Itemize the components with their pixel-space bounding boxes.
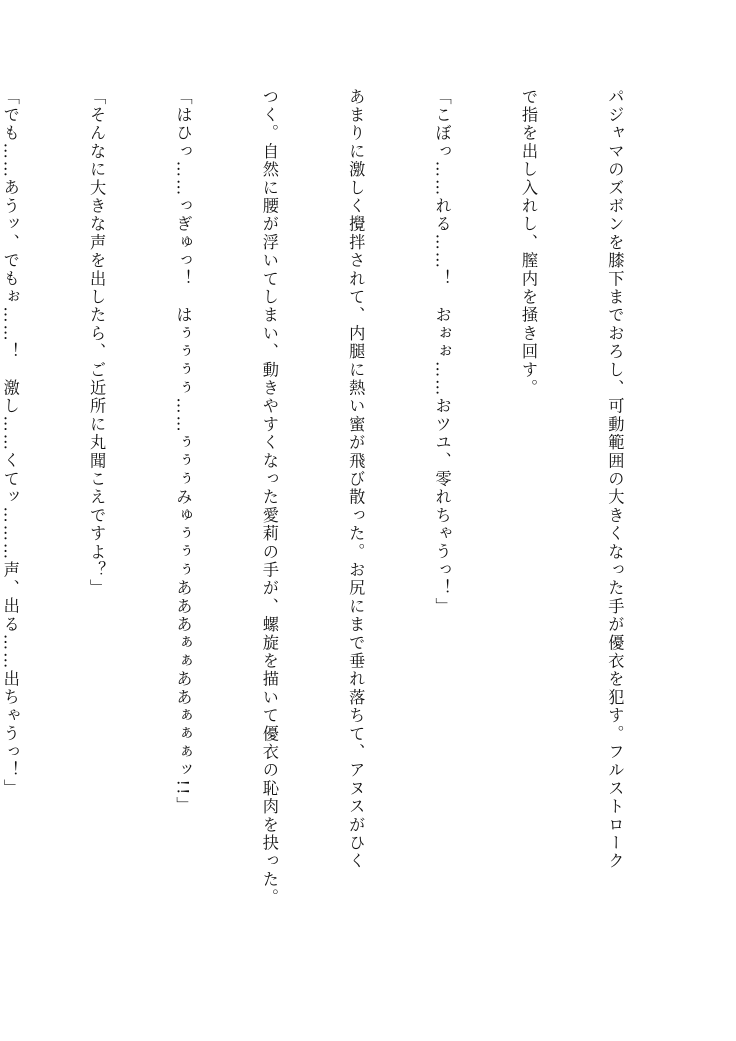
vertical-text-body — [0, 88, 686, 968]
text-line: 「そんなに大きな声を出したら、ご近所に丸聞こえですよ？」 — [87, 88, 107, 598]
text-line: 「こぼっ……れる……！ おぉぉ……おツユ、零れちゃうっ！」 — [432, 88, 452, 616]
text-line: 「でも……あうッ、でもぉ……！ 激し……くてッ………声、出る……出ちゃうっ！」 — [0, 88, 20, 798]
text-line: 「はひっ……っぎゅっ！ はぅぅぅぅ……ぅぅぅみゅぅぅぅあああぁぁああぁぁぁッ!!」 — [173, 88, 193, 815]
text-line: あまりに激しく攪拌されて、内腿に熱い蜜が飛び散った。お尻にまで垂れ落ちて、アヌスがひく — [346, 88, 366, 871]
text-line: パジャマのズボンを膝下までおろし、可動範囲の大きくなった手が優衣を犯す。フルストローク — [605, 88, 625, 871]
text-line: つく。自然に腰が浮いてしまい、動きやすくなった愛莉の手が、螺旋を描いて優衣の恥肉を抉った。 — [259, 88, 279, 907]
text-line: で指を出し入れし、膣内を掻き回す。 — [519, 88, 539, 398]
